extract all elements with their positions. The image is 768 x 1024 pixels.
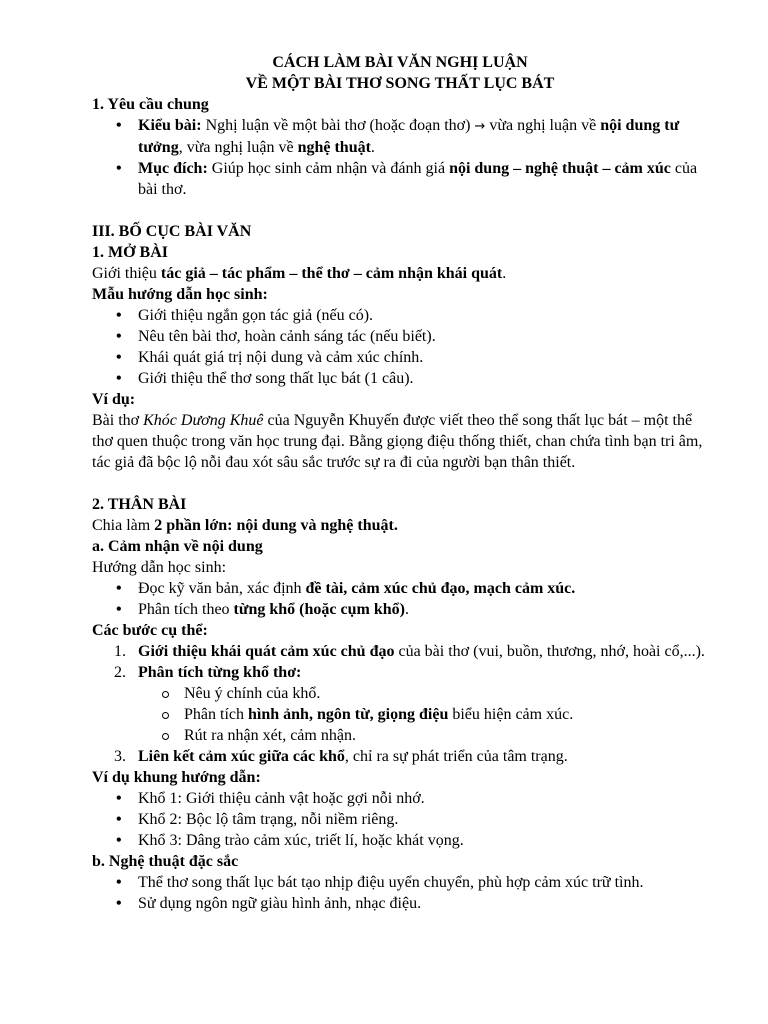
document-title-line-1: CÁCH LÀM BÀI VĂN NGHỊ LUẬN [272,54,528,71]
chia-lam-text: Chia làm [92,517,155,534]
list-item: • Thể thơ song thất lục bát tạo nhịp điệu uyển chuyển, phù hợp cảm xúc trữ tình. [138,872,708,893]
step-bold: Liên kết cảm xúc giữa các khổ [138,748,345,765]
sub-step-end: biểu hiện cảm xúc. [448,706,574,723]
mo-bai-heading: 1. MỞ BÀI [92,244,168,261]
muc-dich-item [138,158,708,200]
list-item: • Giới thiệu ngắn gọn tác giả (nếu có). [138,305,708,326]
list-item: • Khổ 2: Bộc lộ tâm trạng, nỗi niềm riêng. [138,809,708,830]
kieu-bai-bold-2: nghệ thuật [297,139,371,156]
step-number: 1. [114,643,126,660]
step-text: của bài thơ (vui, buồn, thương, nhớ, hoài cổ,...). [394,643,705,660]
list-item: • Khổ 1: Giới thiệu cảnh vật hoặc gợi nỗi nhớ. [138,788,708,809]
muc-dich-label: Mục đích: [138,160,208,177]
section-1-heading: 1. Yêu cầu chung [92,96,209,113]
list-item [138,578,708,599]
spacer [92,473,708,494]
list-item: • Nêu tên bài thơ, hoàn cảnh sáng tác (nếu biết). [138,326,708,347]
sub-step-bold: hình ảnh, ngôn từ, giọng điệu [248,706,449,723]
vi-du-text-2: của Nguyễn Khuyến được viết theo thể song thất lục bát – một thể thơ quen thuộc trong văn học trung đại. Bằng giọng điệu thống thiết, chan chứa tình bạn tri âm, tác giả đã bộc lộ nỗi đau xót sâu sắc trước sự ra đi của người bạn thân thiết. [92,412,703,471]
kieu-bai-text-2: vừa nghị luận về [485,117,601,134]
vi-du-poem-title: Khóc Dương Khuê [143,412,264,429]
kieu-bai-text-4: . [370,139,375,156]
mo-bai-list [92,305,708,389]
vi-du-khung-heading: Ví dụ khung hướng dẫn: [92,769,261,786]
sub-step-item [184,683,708,704]
list-item: • Sử dụng ngôn ngữ giàu hình ảnh, nhạc điệu. [138,893,708,914]
item-end: . [404,601,409,618]
step-number: 3. [114,748,126,765]
kieu-bai-label: Kiểu bài: [138,117,202,134]
mo-bai-intro-end: . [502,265,507,282]
cac-buoc-heading: Các bước cụ thể: [92,622,208,639]
list-item [138,599,708,620]
khung-list [92,788,708,851]
item-bold: từng khổ (hoặc cụm khổ) [233,601,405,618]
noi-dung-heading: a. Cảm nhận về nội dung [92,538,263,555]
sub-steps-list [138,683,708,746]
vi-du-paragraph [92,410,708,473]
steps-list [92,641,708,767]
than-bai-heading: 2. THÂN BÀI [92,496,187,513]
muc-dich-bold-1: nội dung – nghệ thuật – cảm xúc [449,160,671,177]
circle-bullet-icon [162,712,169,719]
huong-dan-label: Hướng dẫn học sinh: [92,559,227,576]
chia-lam-line [92,515,708,536]
chia-lam-bold: 2 phần lớn: nội dung và nghệ thuật. [154,517,398,534]
step-bold: Giới thiệu khái quát cảm xúc chủ đạo [138,643,395,660]
step-item [114,641,708,662]
kieu-bai-text-1: Nghị luận về một bài thơ (hoặc đoạn thơ) [201,117,475,134]
noi-dung-list [92,578,708,620]
mo-bai-intro-bold: tác giả – tác phẩm – thể thơ – cảm nhận khái quát [160,265,503,282]
step-number: 2. [114,664,126,681]
nghe-thuat-list [92,872,708,914]
spacer [92,200,708,221]
nghe-thuat-heading: b. Nghệ thuật đặc sắc [92,853,239,870]
circle-bullet-icon [162,691,169,698]
step-text: , chỉ ra sự phát triển của tâm trạng. [344,748,568,765]
step-item [114,662,708,746]
section-1-list [92,115,708,200]
sub-step-text: Phân tích [184,706,248,723]
step-bold: Phân tích từng khổ thơ: [138,664,302,681]
item-bold: đề tài, cảm xúc chủ đạo, mạch cảm xúc. [305,580,576,597]
sub-step-text: Rút ra nhận xét, cảm nhận. [184,727,356,744]
item-text: Đọc kỹ văn bản, xác định [138,580,306,597]
kieu-bai-item [138,115,708,158]
vi-du-text-1: Bài thơ [92,412,144,429]
section-3-heading: III. BỐ CỤC BÀI VĂN [92,223,252,240]
sub-step-item [184,725,708,746]
mo-bai-intro-text: Giới thiệu [92,265,161,282]
sub-step-item [184,704,708,725]
muc-dich-text-2: của bài thơ. [138,160,698,198]
item-text: Phân tích theo [138,601,234,618]
mo-bai-intro [92,263,708,284]
step-item [114,746,708,767]
mau-huong-dan-heading: Mẫu hướng dẫn học sinh: [92,286,268,303]
vi-du-heading: Ví dụ: [92,391,136,408]
list-item: • Khái quát giá trị nội dung và cảm xúc chính. [138,347,708,368]
right-arrow-icon: → [474,119,486,134]
kieu-bai-bold-1: nội dung tư tưởng [138,117,680,156]
sub-step-text: Nêu ý chính của khổ. [184,685,321,702]
muc-dich-text-1: Giúp học sinh cảm nhận và đánh giá [207,160,450,177]
document-title-line-2: VỀ MỘT BÀI THƠ SONG THẤT LỤC BÁT [245,75,555,92]
list-item: • Khổ 3: Dâng trào cảm xúc, triết lí, hoặc khát vọng. [138,830,708,851]
kieu-bai-text-3: , vừa nghị luận về [178,139,298,156]
circle-bullet-icon [162,733,169,740]
list-item: • Giới thiệu thể thơ song thất lục bát (1 câu). [138,368,708,389]
